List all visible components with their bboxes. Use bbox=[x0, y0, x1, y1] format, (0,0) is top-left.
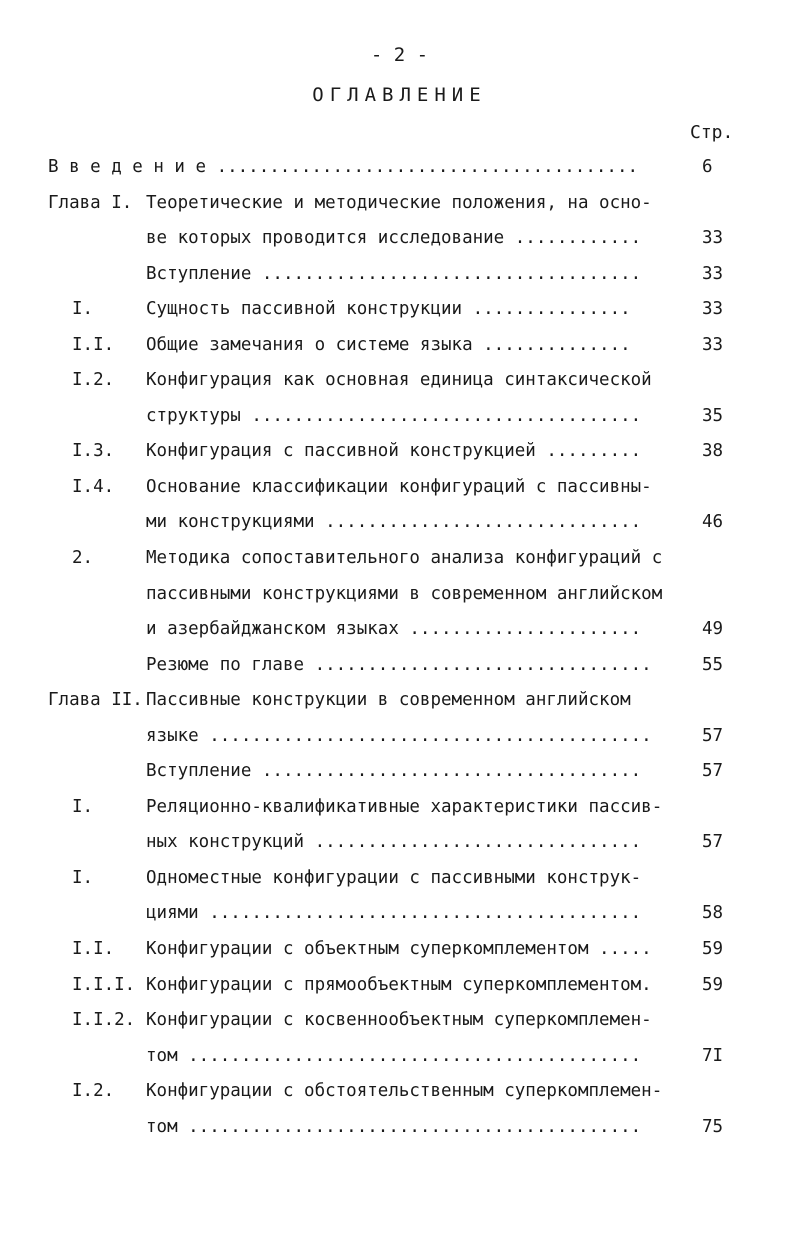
toc-entry bbox=[0, 900, 799, 936]
toc-entry-page: 55 bbox=[702, 654, 724, 675]
toc-entry-page: 33 bbox=[702, 299, 724, 320]
toc-entry-text: том ........................................... bbox=[146, 1045, 642, 1066]
table-of-contents bbox=[0, 154, 799, 1149]
toc-entry-text: циями ......................................... bbox=[146, 903, 642, 924]
toc-entry-text: Конфигурации с прямообъектным суперкомплементом. bbox=[146, 974, 652, 995]
toc-entry-label: Глава II. bbox=[48, 690, 143, 711]
toc-entry bbox=[0, 758, 799, 794]
toc-entry-text: Методика сопоставительного анализа конфигураций с bbox=[146, 548, 663, 569]
toc-entry bbox=[0, 1007, 799, 1043]
toc-entry-page: 57 bbox=[702, 761, 724, 782]
toc-entry bbox=[0, 652, 799, 688]
toc-entry bbox=[0, 225, 799, 261]
toc-entry bbox=[0, 1078, 799, 1114]
toc-entry-page: 57 bbox=[702, 832, 724, 853]
toc-entry-label: I. bbox=[72, 299, 94, 320]
toc-entry-page: 49 bbox=[702, 619, 724, 640]
toc-entry bbox=[0, 190, 799, 226]
toc-entry bbox=[0, 545, 799, 581]
toc-entry-label: I. bbox=[72, 796, 94, 817]
toc-entry-label: 2. bbox=[72, 548, 94, 569]
toc-entry-page: 57 bbox=[702, 725, 724, 746]
page-number: - 2 - bbox=[370, 44, 429, 66]
toc-title: ОГЛАВЛЕНИЕ bbox=[312, 84, 487, 106]
toc-entry-page: 33 bbox=[702, 334, 724, 355]
toc-entry-label: I.I.2. bbox=[72, 1010, 136, 1031]
toc-entry-text: Основание классификации конфигураций с пассивны- bbox=[146, 476, 652, 497]
toc-entry-text: Конфигурации с обстоятельственным суперкомплемен- bbox=[146, 1081, 663, 1102]
toc-entry bbox=[0, 367, 799, 403]
toc-entry-text: Конфигурация как основная единица синтаксической bbox=[146, 370, 652, 391]
toc-entry-label: I.2. bbox=[72, 1081, 115, 1102]
toc-entry-text: том ........................................... bbox=[146, 1116, 642, 1137]
toc-entry-text: Конфигурации с косвеннообъектным суперкомплемен- bbox=[146, 1010, 652, 1031]
toc-entry-page: 7I bbox=[702, 1045, 724, 1066]
toc-entry bbox=[0, 474, 799, 510]
toc-entry-text: Одноместные конфигурации с пассивными конструк- bbox=[146, 867, 642, 888]
toc-entry-text: структуры ..................................... bbox=[146, 405, 642, 426]
page-column-header: Стр. bbox=[690, 122, 734, 143]
toc-entry-text: пассивными конструкциями в современном английском bbox=[146, 583, 663, 604]
toc-entry-label: I.I.I. bbox=[72, 974, 136, 995]
toc-entry-page: 33 bbox=[702, 263, 724, 284]
toc-entry bbox=[0, 296, 799, 332]
toc-entry-page: 75 bbox=[702, 1116, 724, 1137]
toc-entry-text: ве которых проводится исследование ............ bbox=[146, 228, 642, 249]
toc-entry-text: В в е д е н и е ........................................ bbox=[48, 157, 639, 177]
toc-entry-label: I.3. bbox=[72, 441, 115, 462]
toc-entry-text: Пассивные конструкции в современном английском bbox=[146, 690, 631, 711]
toc-entry bbox=[0, 509, 799, 545]
toc-entry-text: Реляционно-квалификативные характеристики пассив- bbox=[146, 796, 663, 817]
toc-entry-text: и азербайджанском языках ...................... bbox=[146, 619, 642, 640]
toc-entry-label: I.4. bbox=[72, 476, 115, 497]
toc-entry bbox=[0, 723, 799, 759]
toc-entry-label: I.2. bbox=[72, 370, 115, 391]
toc-entry-text: Теоретические и методические положения, на осно- bbox=[146, 192, 652, 213]
toc-entry-page: 59 bbox=[702, 974, 724, 995]
toc-entry-text: ми конструкциями .............................. bbox=[146, 512, 642, 533]
toc-entry bbox=[0, 616, 799, 652]
toc-entry-page: 6 bbox=[702, 157, 713, 177]
toc-entry-label: I.I. bbox=[72, 939, 115, 960]
toc-entry-text: Сущность пассивной конструкции ............... bbox=[146, 299, 631, 320]
toc-entry-label: I.I. bbox=[72, 334, 115, 355]
toc-entry bbox=[0, 581, 799, 617]
toc-entry bbox=[0, 1043, 799, 1079]
toc-entry bbox=[0, 332, 799, 368]
toc-entry-page: 46 bbox=[702, 512, 724, 533]
toc-entry bbox=[0, 154, 799, 190]
toc-entry bbox=[0, 972, 799, 1008]
toc-entry-text: языке .......................................... bbox=[146, 725, 652, 746]
toc-entry bbox=[0, 829, 799, 865]
toc-entry bbox=[0, 794, 799, 830]
toc-entry-page: 38 bbox=[702, 441, 724, 462]
toc-entry-page: 33 bbox=[702, 228, 724, 249]
toc-entry-text: Вступление .................................... bbox=[146, 761, 642, 782]
toc-entry bbox=[0, 936, 799, 972]
toc-entry-label: Глава I. bbox=[48, 192, 133, 213]
toc-entry-label: I. bbox=[72, 867, 94, 888]
toc-entry bbox=[0, 403, 799, 439]
toc-entry-text: Общие замечания о системе языка .............. bbox=[146, 334, 631, 355]
toc-entry bbox=[0, 438, 799, 474]
toc-entry-page: 59 bbox=[702, 939, 724, 960]
toc-entry-text: Конфигурация с пассивной конструкцией ......... bbox=[146, 441, 642, 462]
toc-entry-text: Вступление .................................... bbox=[146, 263, 642, 284]
toc-entry bbox=[0, 865, 799, 901]
toc-entry bbox=[0, 687, 799, 723]
toc-entry-text: ных конструкций ............................... bbox=[146, 832, 642, 853]
toc-entry bbox=[0, 1114, 799, 1150]
toc-entry bbox=[0, 261, 799, 297]
toc-entry-text: Конфигурации с объектным суперкомплементом ..... bbox=[146, 939, 652, 960]
toc-entry-page: 35 bbox=[702, 405, 724, 426]
toc-entry-page: 58 bbox=[702, 903, 724, 924]
toc-entry-text: Резюме по главе ................................ bbox=[146, 654, 652, 675]
